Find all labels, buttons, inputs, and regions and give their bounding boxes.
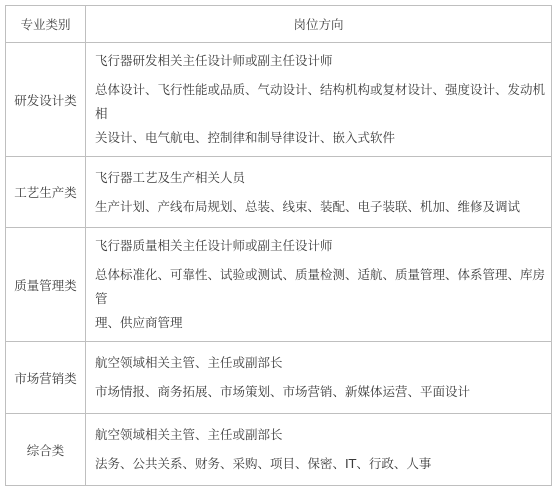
table-row <box>6 228 552 342</box>
direction-title: 飞行器工艺及生产相关人员 <box>95 169 246 185</box>
category-cell: 质量管理类 <box>6 228 86 342</box>
category-cell: 工艺生产类 <box>6 157 86 228</box>
direction-cell <box>86 157 552 228</box>
direction-cell <box>86 414 552 486</box>
direction-detail: 法务、公共关系、财务、采购、项目、保密、IT、行政、人事 <box>95 456 432 471</box>
direction-detail: 总体设计、飞行性能或品质、气动设计、结构机构或复材设计、强度设计、发动机相 <box>95 82 546 121</box>
direction-cell <box>86 342 552 414</box>
category-cell: 研发设计类 <box>6 43 86 157</box>
direction-title: 飞行器质量相关主任设计师或副主任设计师 <box>95 238 333 253</box>
direction-detail: 生产计划、产线布局规划、总装、线束、装配、电子装联、机加、维修及调试 <box>95 198 521 214</box>
direction-detail: 市场情报、商务拓展、市场策划、市场营销、新媒体运营、平面设计 <box>95 384 471 399</box>
table-row <box>6 342 552 414</box>
table-row <box>6 157 552 228</box>
table-row <box>6 43 552 157</box>
direction-detail: 理、供应商管理 <box>95 315 183 330</box>
table-header-row <box>6 6 552 43</box>
table-row <box>6 414 552 486</box>
direction-title: 飞行器研发相关主任设计师或副主任设计师 <box>95 53 333 68</box>
header-direction: 岗位方向 <box>86 6 552 43</box>
header-category: 专业类别 <box>6 6 86 43</box>
category-cell: 市场营销类 <box>6 342 86 414</box>
direction-cell <box>86 228 552 342</box>
direction-detail: 关设计、电气航电、控制律和制导律设计、嵌入式软件 <box>95 130 396 145</box>
direction-title: 航空领域相关主管、主任或副部长 <box>95 355 283 370</box>
direction-title: 航空领域相关主管、主任或副部长 <box>95 427 283 442</box>
direction-detail: 总体标准化、可靠性、试验或测试、质量检测、适航、质量管理、体系管理、库房管 <box>95 267 546 306</box>
positions-table <box>5 5 552 486</box>
direction-cell <box>86 43 552 157</box>
category-cell: 综合类 <box>6 414 86 486</box>
